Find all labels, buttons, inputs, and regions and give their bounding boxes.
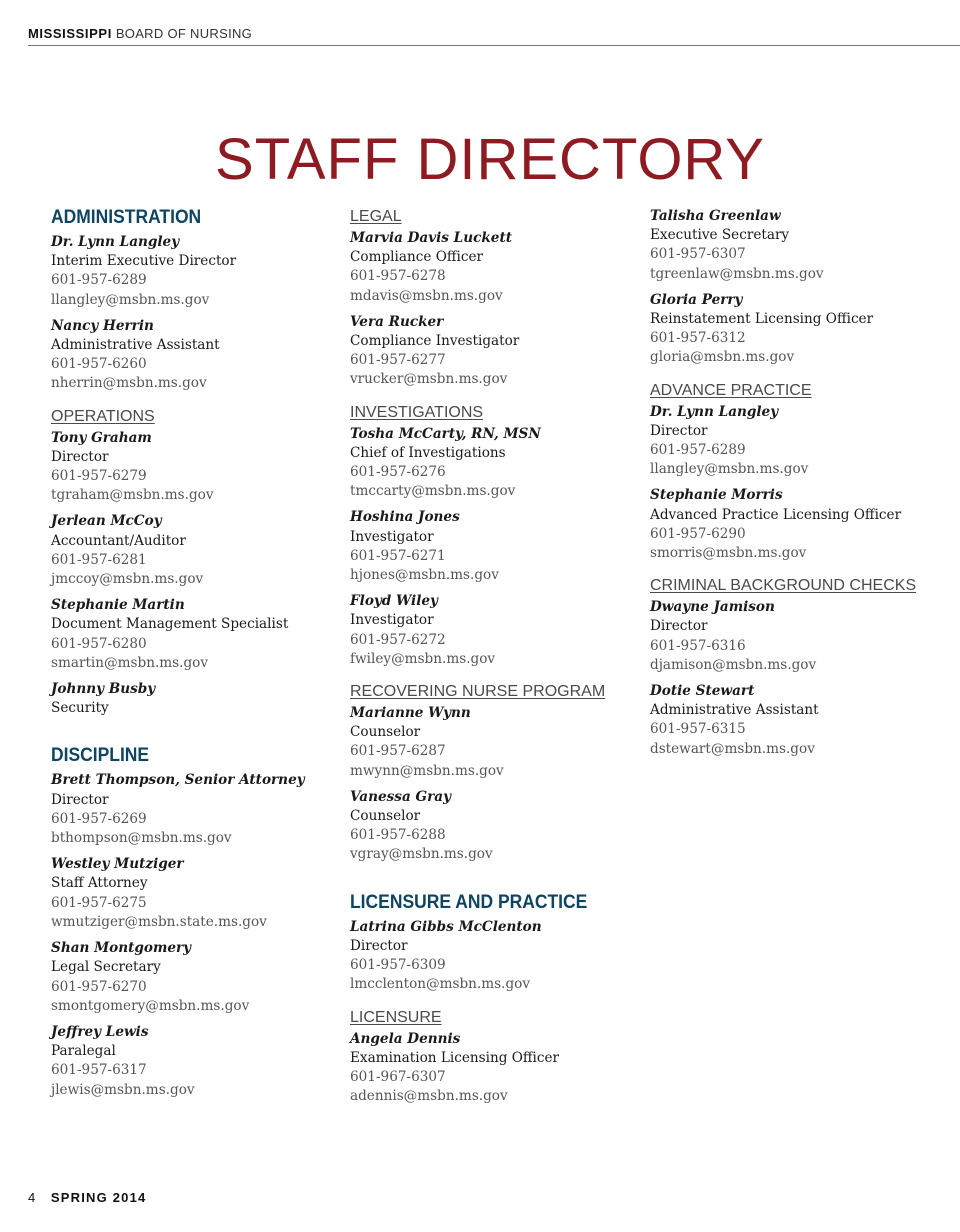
- staff-entry: [51, 771, 341, 848]
- staff-email[interactable]: djamison@msbn.ms.gov: [650, 656, 817, 673]
- staff-entry: [51, 680, 341, 718]
- staff-phone: 601-957-6289: [51, 272, 147, 289]
- staff-entry: [650, 486, 940, 563]
- staff-name: Dr. Lynn Langley: [51, 234, 180, 250]
- staff-entry: [650, 291, 940, 368]
- staff-email[interactable]: hjones@msbn.ms.gov: [350, 567, 499, 584]
- staff-role: Investigator: [350, 528, 434, 545]
- section-heading: LICENSURE: [350, 1008, 442, 1026]
- staff-entry: [350, 229, 640, 306]
- directory-column-2: [350, 207, 640, 1113]
- staff-role: Compliance Officer: [350, 249, 484, 266]
- staff-entry: [350, 1030, 640, 1107]
- staff-role: Paralegal: [51, 1043, 116, 1060]
- staff-entry: [51, 939, 341, 1016]
- section-heading: RECOVERING NURSE PROGRAM: [350, 683, 606, 701]
- staff-role: Director: [51, 448, 109, 465]
- staff-name: Brett Thompson, Senior Attorney: [51, 772, 305, 789]
- staff-entry: [350, 425, 640, 502]
- staff-entry: [51, 317, 341, 394]
- staff-phone: 601-957-6276: [350, 464, 446, 481]
- staff-entry: [51, 512, 341, 589]
- staff-name: Shan Montgomery: [51, 940, 192, 957]
- staff-role: Compliance Investigator: [350, 333, 520, 350]
- staff-entry: [350, 508, 640, 585]
- staff-phone: 601-957-6307: [650, 246, 746, 263]
- staff-name: Latrina Gibbs McClenton: [350, 918, 542, 935]
- staff-phone: 601-957-6316: [650, 637, 746, 654]
- staff-entry: [650, 207, 940, 284]
- staff-name: Gloria Perry: [650, 291, 743, 308]
- staff-phone: 601-957-6312: [650, 330, 746, 347]
- staff-email[interactable]: adennis@msbn.ms.gov: [350, 1088, 508, 1105]
- staff-name: Nancy Herrin: [51, 317, 154, 334]
- staff-name: Dr. Lynn Langley: [650, 403, 779, 420]
- staff-email[interactable]: mwynn@msbn.ms.gov: [350, 762, 504, 779]
- staff-email[interactable]: lmcclenton@msbn.ms.gov: [350, 976, 531, 993]
- staff-entry: [350, 788, 640, 865]
- staff-role: Examination Licensing Officer: [350, 1049, 560, 1066]
- section-heading: OPERATIONS: [51, 407, 155, 425]
- issue-label: SPRING 2014: [50, 1190, 147, 1205]
- staff-role: Staff Attorney: [51, 875, 148, 892]
- staff-email[interactable]: smorris@msbn.ms.gov: [650, 545, 807, 562]
- staff-name: Talisha Greenlaw: [650, 208, 781, 224]
- staff-name: Dotie Stewart: [650, 683, 755, 700]
- staff-entry: [51, 596, 341, 673]
- page-title: STAFF DIRECTORY: [215, 127, 765, 192]
- staff-email[interactable]: fwiley@msbn.ms.gov: [350, 650, 496, 667]
- staff-name: Jeffrey Lewis: [51, 1023, 149, 1040]
- section-heading: CRIMINAL BACKGROUND CHECKS: [650, 577, 917, 595]
- staff-email[interactable]: smontgomery@msbn.ms.gov: [51, 997, 250, 1014]
- staff-name: Westley Mutziger: [51, 856, 184, 873]
- staff-email[interactable]: llangley@msbn.ms.gov: [650, 461, 809, 478]
- staff-email[interactable]: wmutziger@msbn.state.ms.gov: [51, 913, 267, 930]
- staff-name: Vanessa Gray: [350, 788, 451, 805]
- staff-email[interactable]: vrucker@msbn.ms.gov: [350, 371, 508, 388]
- staff-phone: 601-967-6307: [350, 1068, 446, 1085]
- staff-name: Vera Rucker: [350, 313, 444, 330]
- staff-entry: [350, 313, 640, 390]
- staff-role: Accountant/Auditor: [51, 532, 186, 549]
- staff-entry: [350, 918, 640, 995]
- staff-role: Document Management Specialist: [51, 616, 289, 633]
- staff-email[interactable]: nherrin@msbn.ms.gov: [51, 375, 207, 392]
- directory-column-1: [51, 207, 341, 1107]
- staff-name: Tony Graham: [51, 429, 152, 446]
- section-heading: LICENSURE AND PRACTICE: [350, 891, 588, 913]
- staff-phone: 601-957-6278: [350, 268, 446, 285]
- staff-phone: 601-957-6289: [650, 442, 746, 459]
- header-brand-bold: MISSISSIPPI: [28, 26, 112, 41]
- staff-phone: 601-957-6279: [51, 468, 147, 485]
- staff-role: Investigator: [350, 612, 434, 629]
- section-spacer: [51, 725, 341, 745]
- staff-phone: 601-957-6309: [350, 957, 446, 974]
- staff-phone: 601-957-6272: [350, 631, 446, 648]
- staff-role: Counselor: [350, 724, 421, 741]
- staff-entry: [350, 592, 640, 669]
- staff-entry: [350, 704, 640, 781]
- staff-role: Administrative Assistant: [650, 702, 819, 719]
- directory-column-3: [650, 207, 940, 766]
- staff-name: Hoshina Jones: [350, 509, 460, 526]
- staff-email[interactable]: tgreenlaw@msbn.ms.gov: [650, 265, 824, 282]
- staff-entry: [51, 429, 341, 506]
- staff-phone: 601-957-6280: [51, 635, 147, 652]
- staff-phone: 601-957-6281: [51, 551, 147, 568]
- staff-email[interactable]: llangley@msbn.ms.gov: [51, 291, 210, 308]
- staff-email[interactable]: jlewis@msbn.ms.gov: [51, 1081, 195, 1098]
- staff-role: Advanced Practice Licensing Officer: [650, 506, 902, 523]
- staff-phone: 601-957-6269: [51, 810, 147, 827]
- staff-phone: 601-957-6270: [51, 978, 147, 995]
- staff-role: Executive Secretary: [650, 227, 790, 244]
- page-header: [28, 26, 252, 41]
- staff-name: Jerlean McCoy: [51, 513, 162, 530]
- staff-phone: 601-957-6287: [350, 743, 446, 760]
- section-heading: LEGAL: [350, 208, 402, 225]
- header-brand-light: BOARD OF NURSING: [115, 26, 253, 41]
- staff-name: Stephanie Martin: [51, 597, 185, 614]
- staff-email[interactable]: smartin@msbn.ms.gov: [51, 654, 209, 671]
- staff-phone: 601-957-6271: [350, 547, 446, 564]
- staff-role: Director: [51, 791, 109, 808]
- staff-email[interactable]: mdavis@msbn.ms.gov: [350, 287, 503, 304]
- staff-name: Marianne Wynn: [350, 705, 471, 722]
- section-heading: ADMINISTRATION: [51, 207, 202, 228]
- staff-phone: 601-957-6288: [350, 827, 446, 844]
- staff-name: Dwayne Jamison: [650, 599, 775, 616]
- staff-role: Legal Secretary: [51, 959, 161, 976]
- staff-name: Johnny Busby: [51, 681, 156, 698]
- staff-phone: 601-957-6277: [350, 352, 446, 369]
- staff-entry: [650, 598, 940, 675]
- staff-email[interactable]: gloria@msbn.ms.gov: [650, 349, 795, 366]
- staff-email[interactable]: jmccoy@msbn.ms.gov: [51, 571, 204, 588]
- staff-email[interactable]: tgraham@msbn.ms.gov: [51, 487, 214, 504]
- staff-email[interactable]: bthompson@msbn.ms.gov: [51, 830, 232, 847]
- staff-phone: 601-957-6275: [51, 894, 147, 911]
- staff-name: Stephanie Morris: [650, 487, 783, 504]
- staff-phone: 601-957-6260: [51, 356, 147, 373]
- staff-role: Counselor: [350, 808, 421, 825]
- staff-role: Security: [51, 700, 109, 717]
- staff-entry: [650, 682, 940, 759]
- staff-phone: 601-957-6290: [650, 525, 746, 542]
- staff-name: Marvia Davis Luckett: [350, 230, 513, 246]
- page-number: 4: [28, 1190, 36, 1205]
- staff-email[interactable]: dstewart@msbn.ms.gov: [650, 740, 815, 757]
- staff-email[interactable]: vgray@msbn.ms.gov: [350, 846, 493, 863]
- staff-entry: [51, 1023, 341, 1100]
- staff-role: Reinstatement Licensing Officer: [650, 311, 874, 328]
- staff-role: Director: [650, 618, 708, 635]
- staff-phone: 601-957-6317: [51, 1062, 147, 1079]
- section-heading: DISCIPLINE: [51, 745, 150, 767]
- staff-entry: [51, 233, 341, 310]
- staff-name: Tosha McCarty, RN, MSN: [350, 425, 541, 442]
- header-divider: [28, 45, 960, 46]
- staff-role: Chief of Investigations: [350, 444, 506, 461]
- staff-role: Director: [650, 422, 708, 439]
- staff-entry: [650, 403, 940, 480]
- staff-entry: [51, 855, 341, 932]
- staff-role: Director: [350, 937, 408, 954]
- section-spacer: [350, 872, 640, 892]
- staff-role: Interim Executive Director: [51, 253, 237, 270]
- staff-phone: 601-957-6315: [650, 721, 746, 738]
- section-heading: ADVANCE PRACTICE: [650, 381, 812, 399]
- page-footer: [28, 1190, 146, 1205]
- staff-name: Floyd Wiley: [350, 593, 438, 610]
- staff-name: Angela Dennis: [350, 1030, 461, 1047]
- section-heading: INVESTIGATIONS: [350, 403, 484, 421]
- staff-email[interactable]: tmccarty@msbn.ms.gov: [350, 483, 516, 500]
- staff-role: Administrative Assistant: [51, 337, 220, 354]
